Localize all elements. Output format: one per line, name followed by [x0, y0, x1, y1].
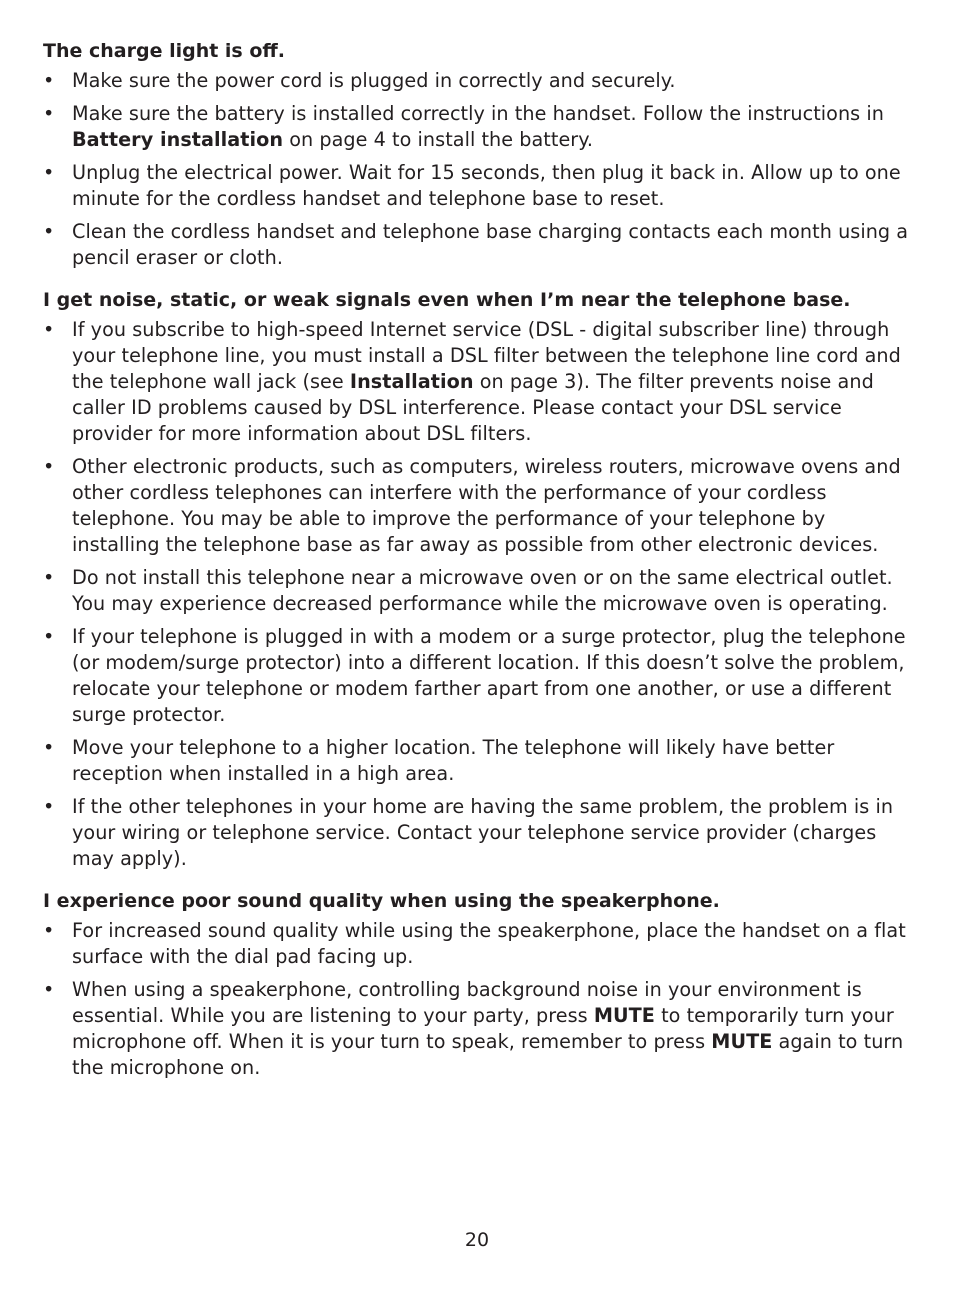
section-heading: The charge light is off. [43, 40, 286, 62]
bullet-icon: • [43, 919, 55, 942]
bullet-icon: • [43, 220, 55, 243]
section-noise-static [43, 287, 913, 872]
section-speakerphone [43, 888, 913, 1081]
bullet-icon: • [43, 102, 55, 125]
list-item: • Clean the cordless handset and telephone base charging contacts each month using a pencil eraser or cloth. [43, 220, 909, 269]
cross-reference: Battery installation [72, 128, 284, 151]
key-label-mute: MUTE [711, 1030, 773, 1053]
bullet-icon: • [43, 318, 55, 341]
list-item: • If your telephone is plugged in with a modem or a surge protector, plug the telephone (or modem/surge protector) into a different location. If this doesn’t solve the problem, relocate your telephone or modem farther apart from one another, or use a different surge protector. [43, 625, 906, 726]
bullet-list [43, 918, 913, 1081]
bullet-icon: • [43, 736, 55, 759]
list-item: • If the other telephones in your home are having the same problem, the problem is in your wiring or telephone service. Contact your telephone service provider (charges may apply). [43, 795, 894, 870]
list-item: • Do not install this telephone near a microwave oven or on the same electrical outlet. You may experience decreased performance while the microwave oven is operating. [43, 566, 893, 615]
bullet-list [43, 317, 913, 872]
bullet-icon: • [43, 566, 55, 589]
bullet-icon: • [43, 69, 55, 92]
bullet-icon: • [43, 161, 55, 184]
bullet-icon: • [43, 978, 55, 1001]
key-label-mute: MUTE [593, 1004, 655, 1027]
cross-reference: Installation [349, 370, 474, 393]
section-heading: I experience poor sound quality when using the speakerphone. [43, 890, 720, 912]
section-charge-light [43, 38, 913, 271]
section-heading: I get noise, static, or weak signals even when I’m near the telephone base. [43, 289, 851, 311]
list-item: • Make sure the power cord is plugged in correctly and securely. [43, 69, 676, 92]
list-item: • Move your telephone to a higher location. The telephone will likely have better reception when installed in a high area. [43, 736, 835, 785]
list-item: • Make sure the battery is installed correctly in the handset. Follow the instructions in Battery installation on page 4 to install the battery. [43, 102, 884, 151]
bullet-icon: • [43, 795, 55, 818]
list-item: • When using a speakerphone, controlling background noise in your environment is essential. While you are listening to your party, press MUTE to temporarily turn your microphone off. When it is your turn to speak, remember to press MUTE again to turn the microphone on. [43, 978, 904, 1079]
bullet-icon: • [43, 455, 55, 478]
bullet-icon: • [43, 625, 55, 648]
list-item: • Other electronic products, such as computers, wireless routers, microwave ovens and other cordless telephones can interfere with the performance of your cordless telephone. You may be able to improve the performance of your telephone by installing the telephone base as far away as possible from other electronic devices. [43, 455, 901, 556]
list-item: • Unplug the electrical power. Wait for 15 seconds, then plug it back in. Allow up to one minute for the cordless handset and telephone base to reset. [43, 161, 901, 210]
list-item: • If you subscribe to high-speed Internet service (DSL - digital subscriber line) through your telephone line, you must install a DSL filter between the telephone line cord and the telephone wall jack (see Installation on page 3). The filter prevents noise and caller ID problems caused by DSL interference. Please contact your DSL service provider for more information about DSL filters. [43, 318, 901, 445]
bullet-list [43, 68, 913, 271]
page-number: 20 [464, 1229, 490, 1251]
document-page [43, 38, 913, 1088]
list-item: • For increased sound quality while using the speakerphone, place the handset on a flat surface with the dial pad facing up. [43, 919, 906, 968]
